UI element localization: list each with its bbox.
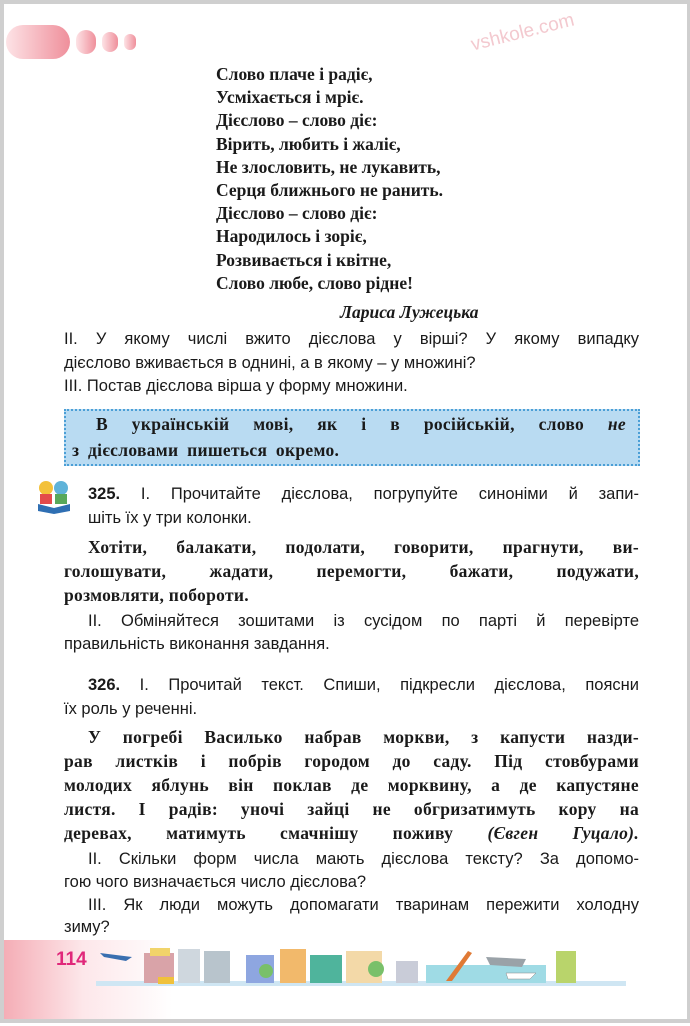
task-text: III. Як люди можуть допомагати тваринам пережити холодну [88,896,639,914]
watermark-text: vshkole.com [468,9,577,56]
rule-text: В українській мові, як і в російській, слово [96,414,585,434]
task-text: дієслово вживається в однині, а в якому – у множині? [64,354,476,372]
poem-line: Дієслово – слово діє: [216,203,378,224]
poem-line: Слово любе, слово рідне! [216,272,413,293]
text-line: У погребі Василько набрав моркви, з капусти назди- [88,727,639,747]
poem-line: Усміхається і мріє. [216,87,364,108]
header-dot [76,30,96,54]
exercise-326-task [88,676,639,695]
task-text: зиму? [64,918,110,936]
text-line: молодих яблунь він поклав де морквину, а де капустяне [64,775,639,795]
city-illustration [96,945,626,987]
task-text: правильність виконання завдання. [64,635,330,653]
header-decoration [6,25,70,59]
exercise-325-task [88,485,639,504]
task-text: I. Прочитайте дієслова, погрупуйте синоніми й запи- [140,485,639,503]
rule-emphasis: не [607,414,626,434]
word-list: голошувати, жадати, перемогти, бажати, подужати, [64,561,639,581]
task-text: III. Постав дієслова вірша у форму множини. [64,377,408,395]
pair-work-icon [36,478,72,514]
header-dot [102,32,118,52]
word-list: Хотіти, балакати, подолати, говорити, прагнути, ви- [88,537,639,557]
poem-line: Розвивається і квітне, [216,249,392,270]
text-line [64,823,639,844]
task-text: їх роль у реченні. [64,700,198,718]
word-list: розмовляти, побороти. [64,585,249,605]
text-line-part: деревах, матимуть смачнішу поживу [64,823,454,843]
task-text: шіть їх у три колонки. [88,509,252,527]
text-line: рав листків і побрів городом до саду. Під стовбурами [64,751,639,771]
rule-line-1 [96,414,626,435]
poem-line: Народилось і зоріє, [216,226,367,247]
poem-line: Вірить, любить і жаліє, [216,133,401,154]
rule-line-2: з дієсловами пишеться окремо. [72,440,340,460]
poem-line: Серця ближнього не ранить. [216,180,444,200]
poem-author: Лариса Лужецька [340,302,479,322]
poem-line: Слово плаче і радіє, [216,64,373,84]
header-dot [124,34,136,50]
task-text: II. У якому числі вжито дієслова у вірші? У якому випадку [64,330,639,348]
task-text: гою чого визначається число дієслова? [64,873,367,891]
task-text: II. Скільки форм числа мають дієслова тексту? За допомо- [88,850,639,868]
poem-line: Дієслово – слово діє: [216,110,378,131]
exercise-number: 325. [88,485,121,503]
text-line: листя. І радів: уночі зайці не обгризатимуть кору на [64,799,639,819]
poem-line: Не злословить, не лукавить, [216,156,441,177]
text-source: (Євген Гуцало). [487,823,639,843]
task-text: I. Прочитай текст. Спиши, підкресли дієслова, поясни [139,676,639,694]
task-text: II. Обміняйтеся зошитами із сусідом по парті й перевірте [88,612,639,630]
page-number: 114 [56,949,87,970]
exercise-number: 326. [88,676,121,694]
